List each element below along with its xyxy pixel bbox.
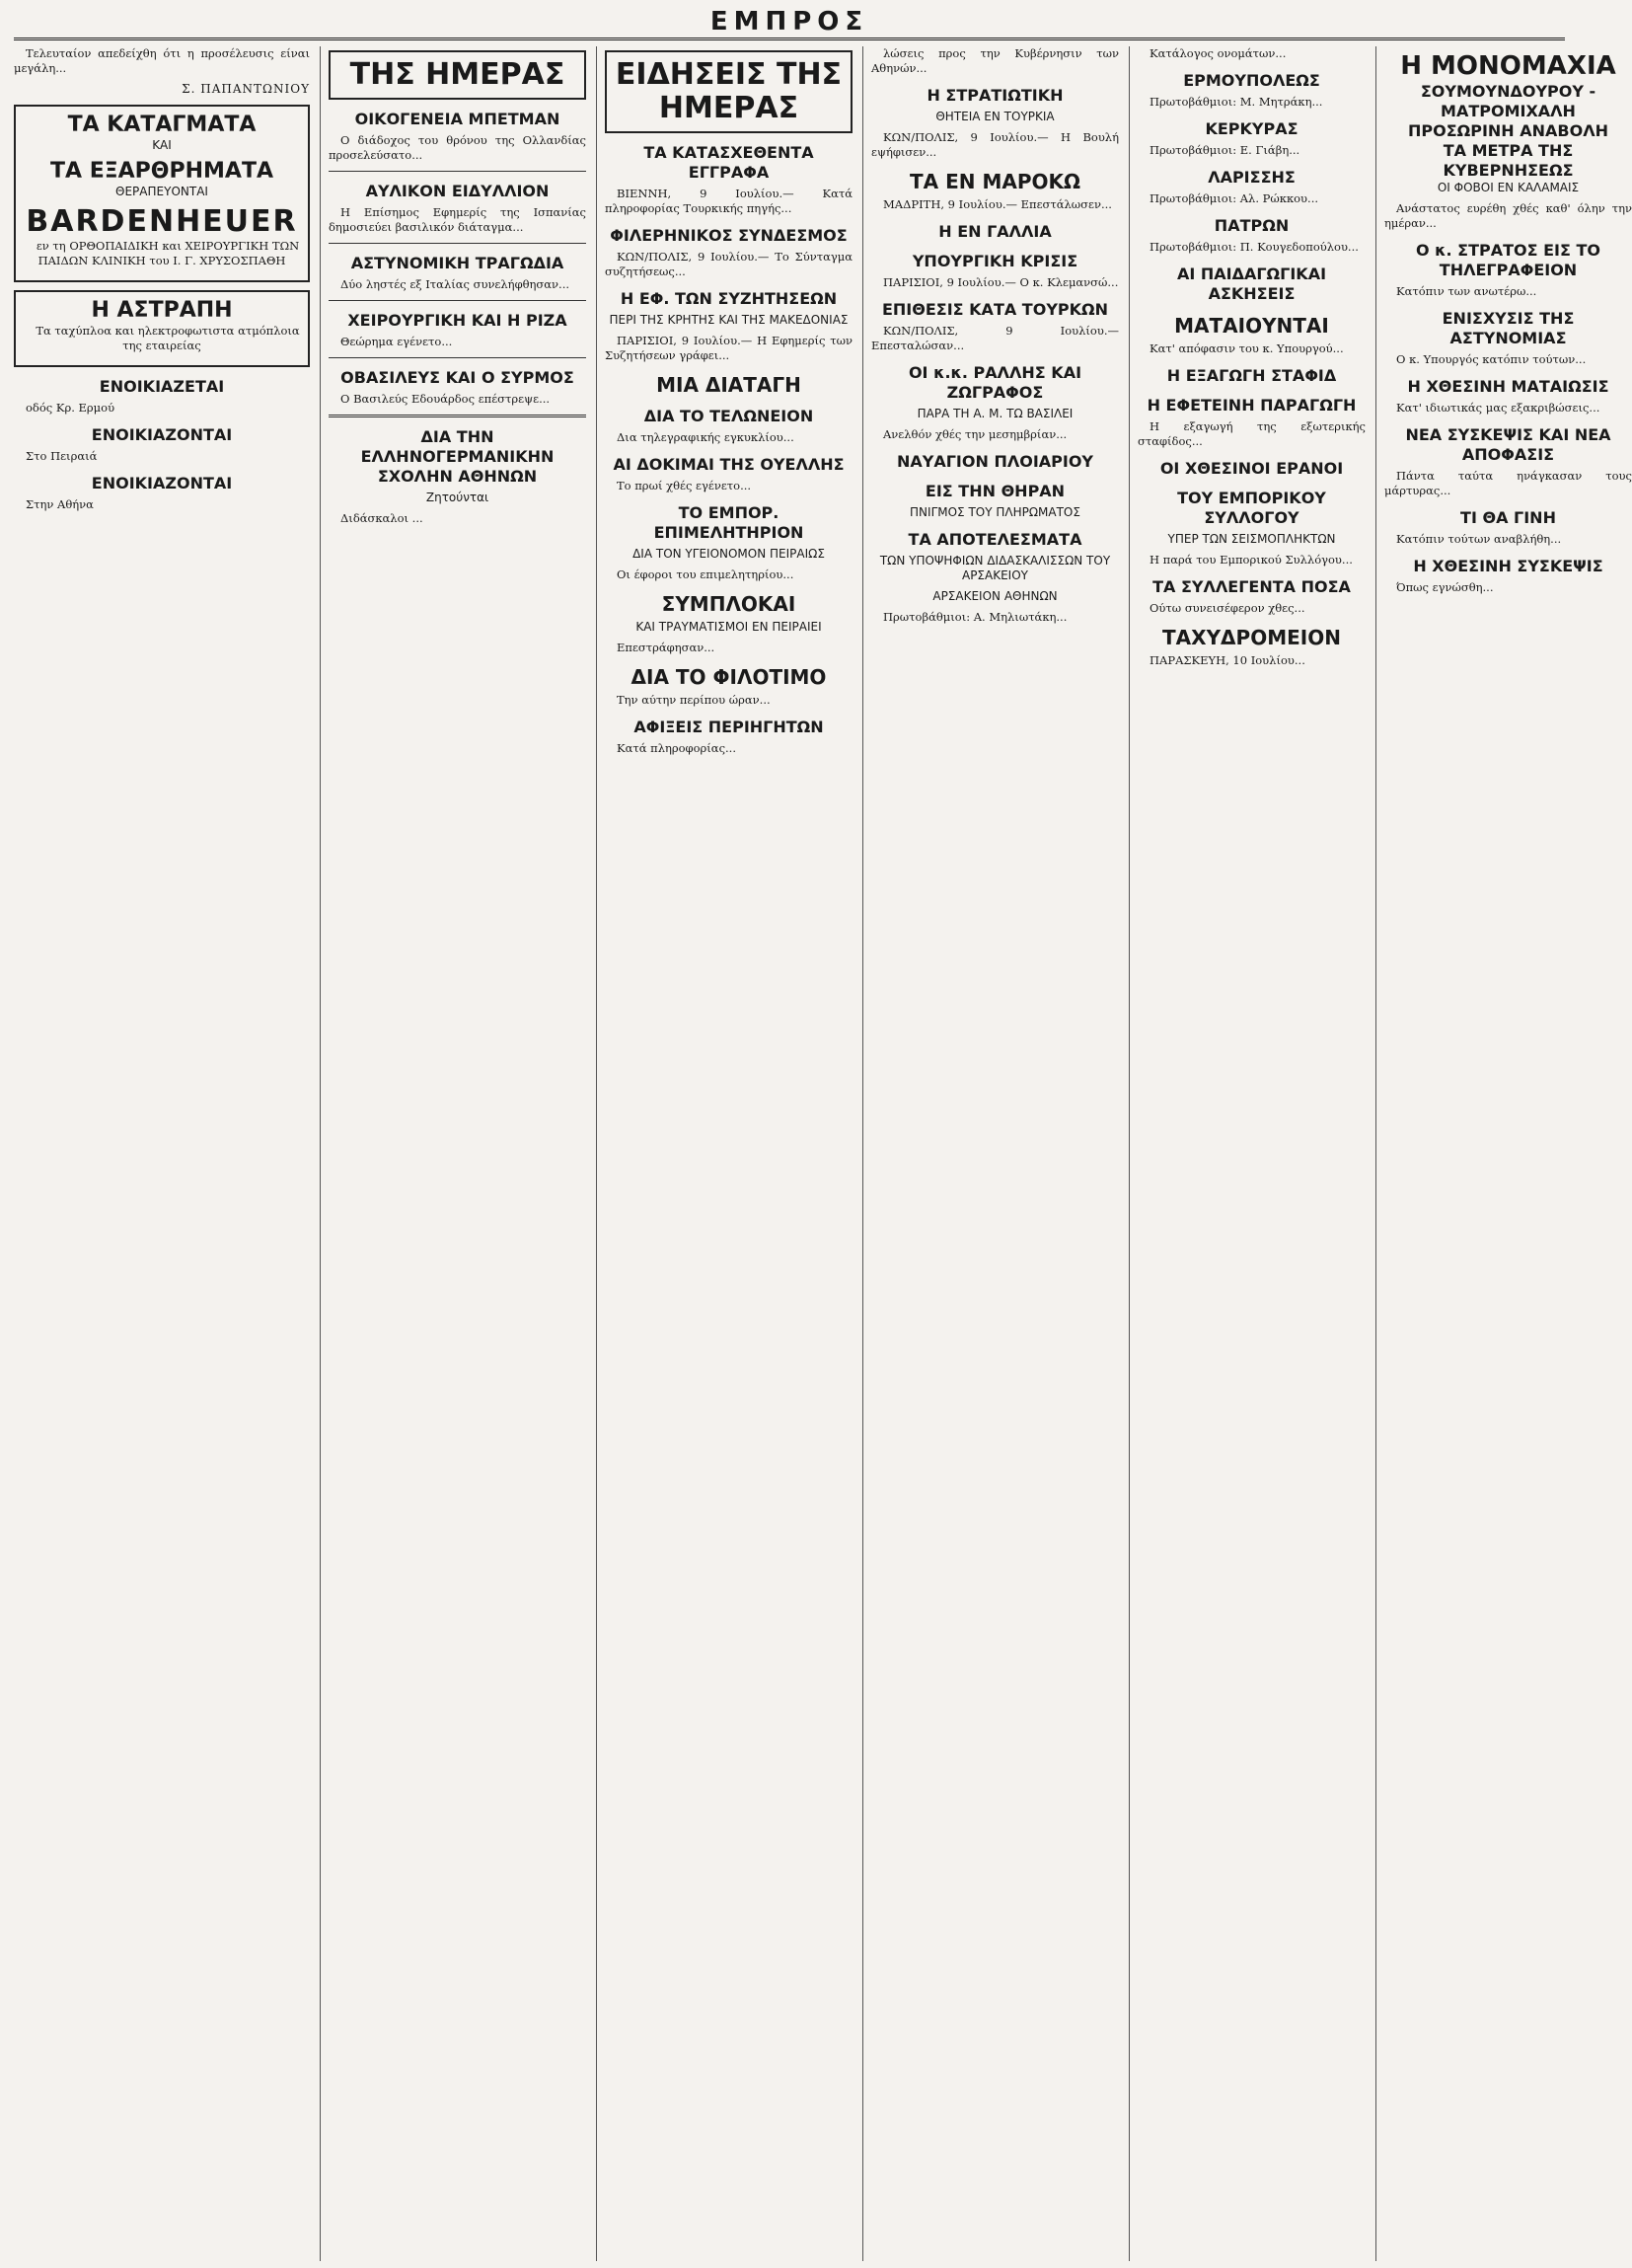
col5-sec4-title: ΛΑΡΙΣΣΗΣ	[1208, 168, 1296, 187]
col1-ad1-brand: BARDENHEUER	[26, 204, 298, 239]
col5-sec8-title: ΟΙ ΧΘΕΣΙΝΟΙ ΕΡΑΝΟΙ	[1159, 459, 1344, 478]
col5-sec8-sub2: ΥΠΕΡ ΤΩΝ ΣΕΙΣΜΟΠΛΗΚΤΩΝ	[1167, 532, 1336, 546]
col4-sec6-text: Ανελθόν χθές την μεσημβρίαν...	[883, 427, 1068, 441]
col3-sec8-title: ΔΙΑ ΤΟ ΦΙΛΟΤΙΜΟ	[631, 665, 827, 689]
column-5	[1129, 46, 1366, 2261]
col5-sec9-text: Ούτω συνεισέφερον χθες...	[1150, 601, 1305, 615]
col4-sec4-title: Η ΕΝ ΓΑΛΛΙΑ	[938, 222, 1052, 241]
col5-sec8-text: Η παρά του Εμπορικού Συλλόγου...	[1150, 553, 1353, 567]
col4-sec2-sub: ΘΗΤΕΙΑ ΕΝ ΤΟΥΡΚΙΑ	[935, 110, 1055, 123]
col1-ad1-title3: ΤΑ ΕΞΑΡΘΡΗΜΑΤΑ	[50, 159, 273, 184]
col3-sec9-title: ΑΦΙΞΕΙΣ ΠΕΡΙΗΓΗΤΩΝ	[633, 718, 824, 736]
col1-ad5-text: Στην Αθήνα	[26, 497, 94, 511]
col5-sec3-title: ΚΕΡΚΥΡΑΣ	[1205, 119, 1298, 138]
col4-sec5-text: ΚΩΝ/ΠΟΛΙΣ, 9 Ιουλίου.— Επεσταλώσαν...	[871, 324, 1119, 352]
column-6	[1375, 46, 1632, 2261]
col4-sec7-sub: ΕΙΣ ΤΗΝ ΘΗΡΑΝ	[925, 482, 1066, 500]
col5-sec7-text: Η εξαγωγή της εξωτερικής σταφίδος...	[1138, 419, 1366, 448]
col4-sec6-sub: ΠΑΡΑ ΤΗ Α. Μ. ΤΩ ΒΑΣΙΛΕΙ	[917, 407, 1074, 420]
col1-ad1-title2: ΚΑΙ	[152, 138, 172, 152]
divider	[329, 357, 586, 358]
masthead-title: ΕΜΠΡΟΣ	[709, 7, 869, 37]
col5-sec4-text: Πρωτοβάθμιοι: Αλ. Ρώκκου...	[1150, 191, 1319, 205]
masthead	[14, 8, 1565, 40]
col2-ad-title: ΔΙΑ ΤΗΝ ΕΛΛΗΝΟΓΕΡΜΑΝΙΚΗΝ ΣΧΟΛΗΝ ΑΘΗΝΩΝ	[360, 427, 555, 486]
col2-sec1-text: Ο διάδοχος του θρόνου της Ολλανδίας προσελεύσατο...	[329, 133, 586, 162]
col4-sec2-title: Η ΣΤΡΑΤΙΩΤΙΚΗ	[927, 86, 1064, 105]
col3-sec9-text: Κατά πληροφορίας...	[617, 741, 736, 755]
column-3	[596, 46, 853, 2261]
col3-sec2-title: ΦΙΛΕΡΗΝΙΚΟΣ ΣΥΝΔΕΣΜΟΣ	[610, 226, 848, 245]
col1-ad4-text: Στο Πειραιά	[26, 449, 98, 463]
col3-sec6-text: Οι έφοροι του επιμελητηρίου...	[617, 567, 794, 581]
col4-sec8-sub: ΤΩΝ ΥΠΟΨΗΦΙΩΝ ΔΙΔΑΣΚΑΛΙΣΣΩΝ ΤΟΥ ΑΡΣΑΚΕΙΟΥ	[879, 554, 1111, 582]
col3-sec7-sub: ΚΑΙ ΤΡΑΥΜΑΤΙΣΜΟΙ ΕΝ ΠΕΙΡΑΙΕΙ	[635, 620, 822, 634]
col5-sec10-title: ΤΑΧΥΔΡΟΜΕΙΟΝ	[1162, 626, 1341, 649]
col2-sec5-text: Ο Βασιλεύς Εδουάρδος επέστρεψε...	[340, 392, 551, 406]
divider	[329, 300, 586, 301]
col4-sec3-title: ΤΑ ΕΝ ΜΑΡΟΚΩ	[910, 170, 1080, 193]
col5-sec6-text: Κατ' απόφασιν του κ. Υπουργού...	[1150, 341, 1344, 355]
col3-sec4-title: ΜΙΑ ΔΙΑΤΑΓΗ	[656, 373, 801, 397]
col5-sec5-text: Πρωτοβάθμιοι: Π. Κουγεδοπούλου...	[1150, 240, 1359, 254]
col2-heading: ΤΗΣ ΗΜΕΡΑΣ	[329, 50, 586, 100]
col2-sec2-title: ΑΥΛΙΚΟΝ ΕΙΔΥΛΛΙΟΝ	[365, 182, 550, 200]
col6-sec2-title: Ο κ. ΣΤΡΑΤΟΣ ΕΙΣ ΤΟ ΤΗΛΕΓΡΑΦΕΙΟΝ	[1415, 241, 1601, 279]
col1-ad5-title: ΕΝΟΙΚΙΑΖΟΝΤΑΙ	[91, 474, 233, 492]
col5-sec9-title: ΤΑ ΣΥΛΛΕΓΕΝΤΑ ΠΟΣΑ	[1152, 577, 1351, 596]
col3-heading: ΕΙΔΗΣΕΙΣ ΤΗΣ ΗΜΕΡΑΣ	[605, 50, 853, 133]
col6-heading5: ΟΙ ΦΟΒΟΙ ΕΝ ΚΑΛΑΜΑΙΣ	[1437, 181, 1580, 194]
col1-ad3-text: οδός Κρ. Ερμού	[26, 401, 115, 415]
col4-sec7-title: ΝΑΥΑΓΙΟΝ ΠΛΟΙΑΡΙΟΥ	[896, 452, 1094, 471]
col6-sec1-text: Ανάστατος ευρέθη χθές καθ' όλην την ημέραν...	[1384, 201, 1632, 230]
col2-ad-text: Διδάσκαλοι ...	[340, 511, 423, 525]
col5-sec6-sub: ΜΑΤΑΙΟΥΝΤΑΙ	[1174, 314, 1329, 338]
col3-sec3-sub: ΠΕΡΙ ΤΗΣ ΚΡΗΤΗΣ ΚΑΙ ΤΗΣ ΜΑΚΕΔΟΝΙΑΣ	[609, 313, 849, 327]
col5-sec6-title: ΑΙ ΠΑΙΔΑΓΩΓΙΚΑΙ ΑΣΚΗΣΕΙΣ	[1176, 265, 1327, 303]
col4-sec8-sub2: ΑΡΣΑΚΕΙΟΝ ΑΘΗΝΩΝ	[932, 589, 1058, 603]
divider	[329, 243, 586, 244]
col1-ad1-text: εν τη ΟΡΘΟΠΑΙΔΙΚΗ και ΧΕΙΡΟΥΡΓΙΚΗ ΤΩΝ ΠΑΙΔΩΝ ΚΛΙΝΙΚΗ του Ι. Γ. ΧΡΥΣΟΣΠΑΘΗ	[36, 239, 300, 267]
col2-sec3-title: ΑΣΤΥΝΟΜΙΚΗ ΤΡΑΓΩΔΙΑ	[350, 254, 564, 272]
col1-ad2	[14, 290, 310, 367]
col3-sec1-text: ΒΙΕΝΝΗ, 9 Ιουλίου.— Κατά πληροφορίας Τουρκικής πηγής...	[605, 187, 853, 215]
col3-sec3-title: Η ΕΦ. ΤΩΝ ΣΥΖΗΤΗΣΕΩΝ	[620, 289, 838, 308]
col4-sec7-text: ΠΝΙΓΜΟΣ ΤΟΥ ΠΛΗΡΩΜΑΤΟΣ	[910, 505, 1080, 519]
col1-ad2-text: Τα ταχύπλοα και ηλεκτροφωτιστα ατμόπλοια της εταιρείας	[36, 324, 300, 352]
col3-sec6-title: ΤΟ ΕΜΠΟΡ. ΕΠΙΜΕΛΗΤΗΡΙΟΝ	[653, 503, 804, 542]
divider	[329, 171, 586, 172]
col6-heading2: ΣΟΥΜΟΥΝΔΟΥΡΟΥ - ΜΑΤΡΟΜΙΧΑΛΗ	[1420, 82, 1596, 120]
col6-sec3-text: Ο κ. Υπουργός κατόπιν τούτων...	[1396, 352, 1587, 366]
col3-sec6-sub: ΔΙΑ ΤΟΝ ΥΓΕΙΟΝΟΜΟΝ ΠΕΙΡΑΙΩΣ	[632, 547, 825, 561]
col6-sec5-title: ΝΕΑ ΣΥΣΚΕΨΙΣ ΚΑΙ ΝΕΑ ΑΠΟΦΑΣΙΣ	[1405, 425, 1611, 464]
col6-sec5-text: Πάντα ταύτα ηνάγκασαν τους μάρτυρας...	[1384, 469, 1632, 497]
col6-sec7-title: Η ΧΘΕΣΙΝΗ ΣΥΣΚΕΨΙΣ	[1413, 557, 1603, 575]
col3-sec5-title: ΑΙ ΔΟΚΙΜΑΙ ΤΗΣ ΟΥΕΛΛΗΣ	[613, 455, 845, 474]
col2-sec5-title: ΟΒΑΣΙΛΕΥΣ ΚΑΙ Ο ΣΥΡΜΟΣ	[340, 368, 574, 387]
col4-sec8-title: ΤΑ ΑΠΟΤΕΛΕΣΜΑΤΑ	[908, 530, 1082, 549]
col5-sec5-title: ΠΑΤΡΩΝ	[1214, 216, 1290, 235]
col6-sec3-title: ΕΝΙΣΧΥΣΙΣ ΤΗΣ ΑΣΤΥΝΟΜΙΑΣ	[1442, 309, 1575, 347]
col5-sec1-text: Κατάλογος ονομάτων...	[1150, 46, 1287, 60]
col3-sec2-text: ΚΩΝ/ΠΟΛΙΣ, 9 Ιουλίου.— Το Σύνταγμα συζητήσεως...	[605, 250, 853, 278]
col3-sec4-text: Δια τηλεγραφικής εγκυκλίου...	[617, 430, 794, 444]
col4-sec4-text: ΠΑΡΙΣΙΟΙ, 9 Ιουλίου.— Ο κ. Κλεμανσώ...	[883, 275, 1119, 289]
col4-sec4-sub: ΥΠΟΥΡΓΙΚΗ ΚΡΙΣΙΣ	[912, 252, 1078, 270]
col4-sec1-text: λώσεις προς την Κυβέρνησιν των Αθηνών...	[871, 46, 1119, 75]
col5-sec7-sub: Η ΕΦΕΤΕΙΝΗ ΠΑΡΑΓΩΓΗ	[1147, 396, 1357, 415]
col1-signature: Σ. ΠΑΠΑΝΤΩΝΙΟΥ	[182, 82, 310, 96]
column-2	[320, 46, 586, 2261]
col1-ad1	[14, 105, 310, 282]
col2-sec2-text: Η Επίσημος Εφημερίς της Ισπανίας δημοσιεύει βασιλικόν διάταγμα...	[329, 205, 586, 234]
col2-sec3-text: Δύο ληστές εξ Ιταλίας συνελήφθησαν...	[340, 277, 570, 291]
col3-sec7-title: ΣΥΜΠΛΟΚΑΙ	[661, 592, 796, 616]
col3-sec8-text: Την αύτην περίπου ώραν...	[617, 693, 771, 707]
divider	[329, 415, 586, 417]
col6-heading4: ΤΑ ΜΕΤΡΑ ΤΗΣ ΚΥΒΕΡΝΗΣΕΩΣ	[1443, 141, 1574, 180]
col1-sec1-text: Τελευταίον απεδείχθη ότι η προσέλευσις είναι μεγάλη...	[14, 46, 310, 75]
col6-sec6-text: Κατόπιν τούτων αναβλήθη...	[1396, 532, 1562, 546]
col5-sec8-sub: ΤΟΥ ΕΜΠΟΡΙΚΟΥ ΣΥΛΛΟΓΟΥ	[1177, 489, 1326, 527]
col1-ad2-title: Η ΑΣΤΡΑΠΗ	[91, 298, 233, 323]
col4-sec2-text: ΚΩΝ/ΠΟΛΙΣ, 9 Ιουλίου.— Η Βουλή εψήφισεν...	[871, 130, 1119, 159]
col1-ad4-title: ΕΝΟΙΚΙΑΖΟΝΤΑΙ	[91, 425, 233, 444]
col6-sec6-title: ΤΙ ΘΑ ΓΙΝΗ	[1460, 508, 1556, 527]
col2-sec4-text: Θεώρημα εγένετο...	[340, 335, 453, 348]
col6-sec2-text: Κατόπιν των ανωτέρω...	[1396, 284, 1537, 298]
col1-ad1-title4: ΘΕΡΑΠΕΥΟΝΤΑΙ	[115, 185, 208, 198]
col1-ad3-title: ΕΝΟΙΚΙΑΖΕΤΑΙ	[99, 377, 225, 396]
col3-sec7-text: Επεστράφησαν...	[617, 641, 715, 654]
col5-sec7-title: Η ΕΞΑΓΩΓΗ ΣΤΑΦΙΔ	[1166, 366, 1337, 385]
col1-ad1-title1: ΤΑ ΚΑΤΑΓΜΑΤΑ	[67, 113, 257, 137]
col5-sec3-text: Πρωτοβάθμιοι: Ε. Γιάβη...	[1150, 143, 1300, 157]
col4-sec5-title: ΕΠΙΘΕΣΙΣ ΚΑΤΑ ΤΟΥΡΚΩΝ	[881, 300, 1109, 319]
col6-heading3: ΠΡΟΣΩΡΙΝΗ ΑΝΑΒΟΛΗ	[1407, 121, 1608, 140]
col4-sec6-title: ΟΙ κ.κ. ΡΑΛΛΗΣ ΚΑΙ ΖΩΓΡΑΦΟΣ	[908, 363, 1082, 402]
col2-ad-sub: Ζητούνται	[425, 491, 489, 504]
column-4	[862, 46, 1119, 2261]
col5-sec2-title: ΕΡΜΟΥΠΟΛΕΩΣ	[1183, 71, 1320, 90]
col4-sec3-text: ΜΑΔΡΙΤΗ, 9 Ιουλίου.— Επεστάλωσεν...	[883, 197, 1112, 211]
col5-sec2-text: Πρωτοβάθμιοι: Μ. Μητράκη...	[1150, 95, 1323, 109]
col6-sec7-text: Όπως εγνώσθη...	[1396, 580, 1494, 594]
col4-sec8-text: Πρωτοβάθμιοι: Α. Μηλιωτάκη...	[883, 610, 1068, 624]
col2-sec1-title: ΟΙΚΟΓΕΝΕΙΑ ΜΠΕΤΜΑΝ	[354, 110, 560, 128]
col6-sec4-title: Η ΧΘΕΣΙΝΗ ΜΑΤΑΙΩΣΙΣ	[1407, 377, 1609, 396]
columns	[14, 46, 1632, 2261]
col3-sec3-text: ΠΑΡΙΣΙΟΙ, 9 Ιουλίου.— Η Εφημερίς των Συζητήσεων γράφει...	[605, 334, 853, 362]
col6-sec4-text: Κατ' ιδιωτικάς μας εξακριβώσεις...	[1396, 401, 1600, 415]
col5-sec10-text: ΠΑΡΑΣΚΕΥΗ, 10 Ιουλίου...	[1150, 653, 1305, 667]
column-1	[14, 46, 310, 2261]
col3-sec4-sub: ΔΙΑ ΤΟ ΤΕΛΩΝΕΙΟΝ	[643, 407, 814, 425]
col6-heading1: Η ΜΟΝΟΜΑΧΙΑ	[1400, 51, 1616, 81]
col2-sec4-title: ΧΕΙΡΟΥΡΓΙΚΗ ΚΑΙ Η ΡΙΖΑ	[347, 311, 567, 330]
col3-sec5-text: Το πρωί χθές εγένετο...	[617, 479, 752, 492]
col3-sec1-title: ΤΑ ΚΑΤΑΣΧΕΘΕΝΤΑ ΕΓΓΡΑΦΑ	[643, 143, 814, 182]
